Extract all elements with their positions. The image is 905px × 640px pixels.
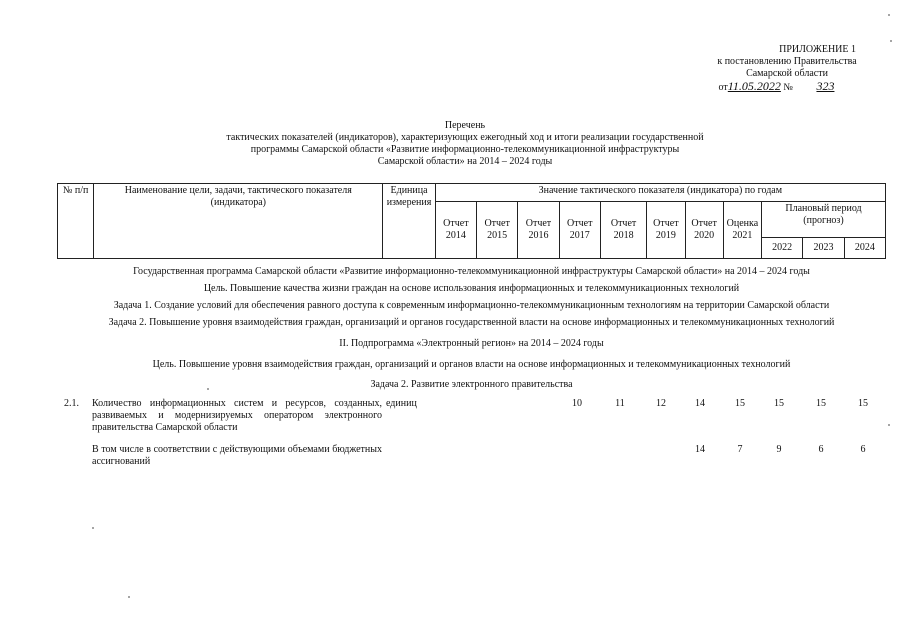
scan-speck [888, 424, 890, 426]
header-year-cell: Отчет 2014 [435, 202, 476, 259]
title-line-3: программы Самарской области «Развитие информационно-телекоммуникационной инфраструктуры [250, 144, 680, 155]
appendix-date-line [702, 80, 872, 94]
title-line-4: Самарской области» на 2014 – 2024 годы [377, 156, 553, 167]
row-value-2016: 12 [656, 398, 666, 409]
title-line-2: тактических показателей (индикаторов), характеризующих ежегодный ход и итоги реализации государственной [226, 132, 704, 143]
appendix-region: Самарской области [746, 68, 828, 79]
scan-speck [92, 527, 94, 529]
appendix-decree: к постановлению Правительства [717, 56, 857, 67]
scan-speck [207, 388, 209, 390]
header-year-cell: Оценка 2021 [723, 202, 761, 259]
appendix-block [702, 44, 872, 94]
header-col-values: Значение тактического показателя (индикатора) по годам [435, 184, 885, 202]
header-planned-period: Плановый период (прогноз) [762, 202, 886, 238]
subprogram-goal: Цель. Повышение уровня взаимодействия граждан, организаций и органов власти на основе информационных и телекоммуникационных технологий [152, 359, 791, 370]
row-value-2020: 15 [816, 398, 826, 409]
row-value-2021: 15 [858, 398, 868, 409]
row-value-2018: 15 [735, 398, 745, 409]
header-col-name: Наименование цели, задачи, тактического показателя (индикатора) [94, 184, 383, 259]
subrow-indicator-name: В том числе в соответствии с действующими объемами бюджетных ассигнований [92, 444, 382, 467]
row-value-2017: 14 [695, 398, 705, 409]
header-planned-year: 2024 [844, 238, 885, 259]
header-planned-year: 2023 [803, 238, 844, 259]
subrow-value: 7 [737, 444, 743, 455]
header-year-cell: Отчет 2016 [518, 202, 559, 259]
row-value-2015: 11 [615, 398, 625, 409]
program-goal: Цель. Повышение качества жизни граждан на основе использования информационных и телекоммуникационных технологий [203, 283, 740, 294]
document-title [150, 120, 780, 168]
scan-speck [890, 40, 892, 42]
row-unit: единиц [386, 398, 417, 409]
header-year-cell: Отчет 2017 [559, 202, 600, 259]
subrow-value: 9 [776, 444, 782, 455]
subprogram-task: Задача 2. Развитие электронного правительства [370, 379, 573, 390]
number-label: № [783, 82, 793, 93]
program-heading: Государственная программа Самарской области «Развитие информационно-телекоммуникационной инфраструктуры Самарской области» на 2014 – 2024 годы [133, 266, 810, 277]
subrow-value: 14 [695, 444, 705, 455]
header-year-cell: Отчет 2015 [477, 202, 518, 259]
decree-date: 11.05.2022 [727, 79, 781, 93]
header-year-cell: Отчет 2019 [647, 202, 685, 259]
subrow-value: 6 [818, 444, 824, 455]
row-indicator-name: Количество информационных систем и ресурсов, созданных, развиваемых и модернизируемых оператором электронного правительства Самарской области [92, 398, 382, 433]
program-task-1: Задача 1. Создание условий для обеспечения равного доступа к современным информационно-телекоммуникационным технологиям на территории Самарской области [113, 300, 830, 311]
header-year-cell: Отчет 2018 [600, 202, 646, 259]
header-col-number: № п/п [58, 184, 94, 259]
scan-speck [888, 14, 890, 16]
subrow-value: 6 [860, 444, 866, 455]
indicators-table-header [57, 183, 886, 259]
header-col-unit: Единица измерения [383, 184, 435, 259]
title-line-1: Перечень [444, 120, 486, 131]
appendix-title: ПРИЛОЖЕНИЕ 1 [779, 44, 856, 55]
header-year-cell: Отчет 2020 [685, 202, 723, 259]
row-value-2014: 10 [572, 398, 582, 409]
scan-speck [128, 596, 130, 598]
decree-number: 323 [816, 79, 835, 93]
header-planned-year: 2022 [762, 238, 803, 259]
row-value-2019: 15 [774, 398, 784, 409]
from-label: от [718, 82, 728, 93]
program-task-2: Задача 2. Повышение уровня взаимодействия граждан, организаций и органов государственной власти на основе информационных и телекоммуникационных технологий [108, 317, 835, 328]
row-number: 2.1. [64, 398, 79, 409]
subprogram-heading: II. Подпрограмма «Электронный регион» на 2014 – 2024 годы [339, 338, 604, 349]
